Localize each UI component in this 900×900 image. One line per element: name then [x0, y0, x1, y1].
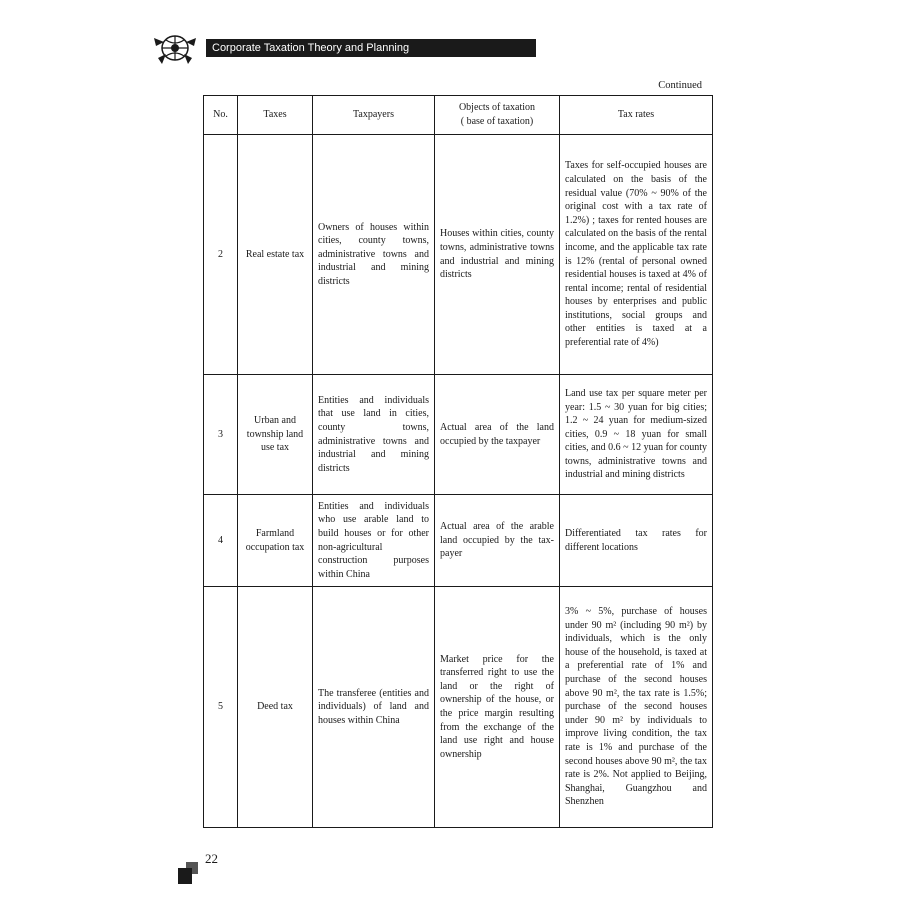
- table-row: [204, 135, 713, 375]
- table-header-row: [204, 96, 713, 135]
- table-row: [204, 375, 713, 495]
- cell-no: 5: [204, 587, 238, 828]
- col-header-rates: Tax rates: [560, 96, 713, 135]
- cell-rates: 3% ~ 5%, purchase of houses under 90 m² (including 90 m²) by individuals, which is the only house of the household, is taxed at a preferential rate of 1% and purchase of the second houses above 90 m², the tax rate is 1.5%; purchase of the second houses under 90 m² by individuals to improve living condition, the tax rate is 1% and purchase of the second houses above 90 m², the tax rate is 2%. Not applied to Beijing, Shanghai, Guangzhou and Shenzhen: [560, 587, 713, 828]
- col-header-taxes: Taxes: [238, 96, 313, 135]
- cell-taxpayers: Owners of houses within cities, county towns, administrative towns and industrial and mining districts: [313, 135, 435, 375]
- cell-tax: Farmland occupation tax: [238, 495, 313, 587]
- cell-no: 2: [204, 135, 238, 375]
- page-number: 22: [205, 851, 218, 866]
- table-row: [204, 587, 713, 828]
- cell-taxpayers: The transferee (entities and individuals) of land and houses within China: [313, 587, 435, 828]
- cell-rates: Land use tax per square meter per year: 1.5 ~ 30 yuan for big cities; 1.2 ~ 24 yuan for medium-sized cities, 0.9 ~ 18 yuan for small cities, and 0.6 ~ 12 yuan for county towns, administrative towns and industrial and mining districts: [560, 375, 713, 495]
- table-row: [204, 495, 713, 587]
- cell-no: 3: [204, 375, 238, 495]
- cell-objects: Actual area of the arable land occupied by the tax-payer: [435, 495, 560, 587]
- cell-taxpayers: Entities and individuals who use arable land to build houses or for other non-agricultural construction purposes within China: [313, 495, 435, 587]
- cell-tax: Real estate tax: [238, 135, 313, 375]
- cell-objects: Houses within cities, county towns, administrative towns and industrial and mining districts: [435, 135, 560, 375]
- corner-block-icon: [178, 862, 198, 884]
- cell-taxpayers: Entities and individuals that use land in cities, county towns, administrative towns and industrial and mining districts: [313, 375, 435, 495]
- tax-table: [203, 95, 713, 828]
- cell-tax: Deed tax: [238, 587, 313, 828]
- col-header-objects: Objects of taxation ( base of taxation): [435, 96, 560, 135]
- col-header-taxpayers: Taxpayers: [313, 96, 435, 135]
- cell-rates: Differentiated tax rates for different locations: [560, 495, 713, 587]
- cell-tax: Urban and township land use tax: [238, 375, 313, 495]
- cell-objects: Actual area of the land occupied by the taxpayer: [435, 375, 560, 495]
- cell-objects: Market price for the transferred right to use the land or the right of ownership of the house, or the price margin resulting from the exchange of the land use right and house ownership: [435, 587, 560, 828]
- cell-no: 4: [204, 495, 238, 587]
- col-header-no: No.: [204, 96, 238, 135]
- cell-rates: Taxes for self-occupied houses are calculated on the basis of the residual value (70% ~ 90% of the original cost with a tax rate of 1.2%) ; taxes for rented houses are calculated on the basis of the rental income, and the applicable tax rate is 12% (rental of personal owned residential houses is taxed at 4% of rental income; rental of residential houses by enterprises and public institutions, social groups and other entities is taxed at a preferential rate of 4%): [560, 135, 713, 375]
- header-title: Corporate Taxation Theory and Planning: [206, 39, 536, 57]
- globe-emblem-icon: [150, 28, 200, 68]
- continued-label: Continued: [658, 80, 702, 91]
